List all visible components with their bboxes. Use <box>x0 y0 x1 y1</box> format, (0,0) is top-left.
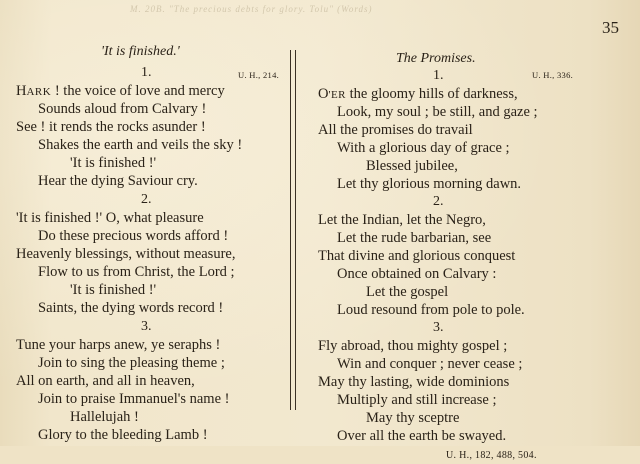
hymn-title: 'It is finished.' <box>101 44 180 59</box>
verse-line: HARK ! the voice of love and mercy <box>16 83 225 99</box>
stanza-number: 3. <box>141 319 152 334</box>
verse-line: Win and conquer ; never cease ; <box>337 356 523 372</box>
verse-line: May thy lasting, wide dominions <box>318 374 510 390</box>
drop-cap: H <box>16 83 27 99</box>
verse-line: Hear the dying Saviour cry. <box>38 173 198 189</box>
verse-line: Join to praise Immanuel's name ! <box>38 391 230 407</box>
verse-line: Over all the earth be swayed. <box>337 428 507 444</box>
verse-line: Flow to us from Christ, the Lord ; <box>38 264 235 280</box>
verse-line: Hallelujah ! <box>70 409 139 425</box>
small-caps-word: ARK <box>26 86 52 98</box>
hymn-reference: U. H., 214. <box>238 70 280 80</box>
verse-line: Fly abroad, thou mighty gospel ; <box>318 338 508 354</box>
verse-line: Glory to the bleeding Lamb ! <box>38 427 208 443</box>
verse-line: Heavenly blessings, without measure, <box>16 246 236 262</box>
stanza-number: 1. <box>433 68 444 83</box>
verse-line: Let thy glorious morning dawn. <box>337 176 522 192</box>
verse-line: Join to sing the pleasing theme ; <box>38 355 225 371</box>
verse-line: O'ER the gloomy hills of darkness, <box>318 86 518 102</box>
drop-cap: O <box>318 86 329 102</box>
verse-line: 'It is finished !' O, what pleasure <box>16 210 204 226</box>
bleed-through-text: M. 20B. "The precious debts for glory. Tolu" (Words) <box>130 4 373 14</box>
stanza-number: 2. <box>433 194 444 209</box>
verse-line: Blessed jubilee, <box>366 158 458 174</box>
verse-line: All on earth, and all in heaven, <box>16 373 195 389</box>
footer-reference: U. H., 182, 488, 504. <box>446 450 537 461</box>
verse-line: 'It is finished !' <box>70 155 157 171</box>
hymn-reference: U. H., 336. <box>532 70 574 80</box>
small-caps-word: 'ER <box>328 89 347 101</box>
verse-line: Shakes the earth and veils the sky ! <box>38 137 243 153</box>
verse-line: Look, my soul ; be still, and gaze ; <box>337 104 538 120</box>
verse-line: Loud resound from pole to pole. <box>337 302 525 318</box>
verse-line: Multiply and still increase ; <box>337 392 497 408</box>
verse-line: Let the rude barbarian, see <box>337 230 492 246</box>
verse-line: Tune your harps anew, ye seraphs ! <box>16 337 221 353</box>
column-divider <box>290 50 296 410</box>
verse-line: Let the Indian, let the Negro, <box>318 212 486 228</box>
verse-line: Saints, the dying words record ! <box>38 300 224 316</box>
verse-line: Sounds aloud from Calvary ! <box>38 101 207 117</box>
page-number: 35 <box>602 18 619 37</box>
verse-line: 'It is finished !' <box>70 282 157 298</box>
verse-line: See ! it rends the rocks asunder ! <box>16 119 206 135</box>
verse-line: Once obtained on Calvary : <box>337 266 497 282</box>
stanza-number: 3. <box>433 320 444 335</box>
verse-line: With a glorious day of grace ; <box>337 140 510 156</box>
verse-line: Let the gospel <box>366 284 449 300</box>
verse-line: May thy sceptre <box>366 410 460 426</box>
verse-line: All the promises do travail <box>318 122 473 138</box>
verse-line: Do these precious words afford ! <box>38 228 229 244</box>
stanza-number: 2. <box>141 192 152 207</box>
stanza-number: 1. <box>141 65 152 80</box>
hymn-title: The Promises. <box>396 51 476 66</box>
verse-line: That divine and glorious conquest <box>318 248 516 264</box>
